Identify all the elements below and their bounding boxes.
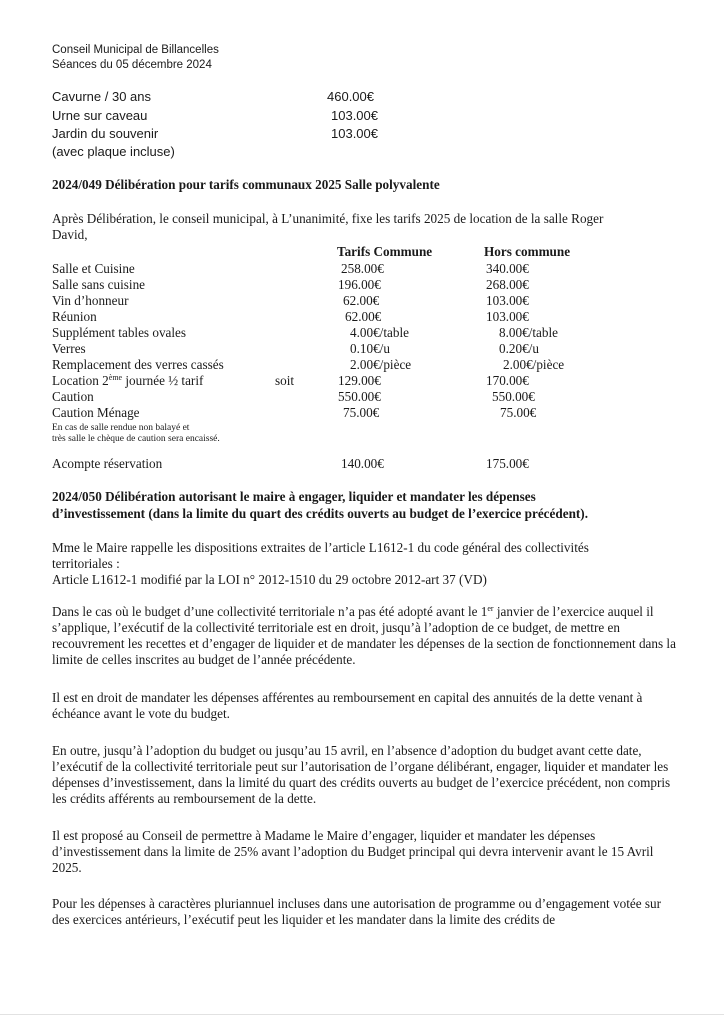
cemetery-note: (avec plaque incluse) — [52, 144, 175, 159]
tariff-label: Vin d’honneur — [52, 293, 129, 308]
menage-note: En cas de salle rendue non balayé et — [52, 423, 190, 433]
tariff-label: Location 2ème journée ½ tarif — [52, 373, 204, 388]
cemetery-label: Cavurne / 30 ans — [52, 89, 152, 104]
article-reference: Article L1612-1 modifié par la LOI n° 2012-1510 du 29 octobre 2012-art 37 (VD) — [52, 572, 487, 587]
tariff-label: Acompte réservation — [52, 456, 163, 471]
col-header-commune: Tarifs Commune — [337, 244, 433, 259]
delib-050-reminder-cont: territoriales : — [52, 556, 120, 571]
delib-050-title-cont: d’investissement (dans la limite du quart des crédits ouverts au budget de l’exercice précédent). — [52, 506, 588, 521]
tariff-label-soit: soit — [275, 373, 295, 388]
tariff-label: Verres — [52, 341, 86, 356]
paragraph-budget-not-adopted: Dans le cas où le budget d’une collectivité territoriale n’a pas été adopté avant le 1er janvier de l’exercice auquel il s’applique, l’exécutif de la collectivité territoriale est en droit, jusqu’à l’adoption de ce budget, de mettre en recouvrement les recettes et d’engager de liquider et de mandater les dépenses de la section de fonctionnement dans la limite de celles inscrites au budget de l’année précédente. — [52, 604, 676, 667]
tariff-label: Caution — [52, 389, 94, 404]
tariff-hors: 550.00€ — [492, 389, 535, 404]
tariff-label: Remplacement des verres cassés — [52, 357, 224, 372]
tariff-hors: 170.00€ — [486, 373, 529, 388]
tariff-commune: 140.00€ — [341, 456, 384, 471]
tariff-commune: 62.00€ — [345, 309, 382, 324]
delib-050-reminder: Mme le Maire rappelle les dispositions extraites de l’article L1612-1 du code général des collectivités — [52, 540, 589, 555]
tariff-commune: 62.00€ — [343, 293, 380, 308]
tariff-label: Supplément tables ovales — [52, 325, 187, 340]
delib-049-title: 2024/049 Délibération pour tarifs communaux 2025 Salle polyvalente — [52, 177, 440, 192]
tariff-commune: 0.10€/u — [350, 341, 390, 356]
scan-edge — [0, 1014, 724, 1015]
tariff-hors: 2.00€/pièce — [503, 357, 565, 372]
tariff-hors: 8.00€/table — [499, 325, 558, 340]
cemetery-price: 103.00€ — [331, 108, 378, 123]
tariff-commune: 129.00€ — [338, 373, 381, 388]
cemetery-price: 460.00€ — [327, 89, 374, 104]
tariff-commune: 550.00€ — [338, 389, 381, 404]
tariff-label: Caution Ménage — [52, 405, 140, 420]
cemetery-label: Jardin du souvenir — [52, 126, 159, 141]
header-council-name: Conseil Municipal de Billancelles — [52, 44, 219, 56]
tariff-commune: 75.00€ — [343, 405, 380, 420]
delib-049-intro-cont: David, — [52, 227, 88, 242]
tariff-hors: 175.00€ — [486, 456, 529, 471]
delib-050-title: 2024/050 Délibération autorisant le maire à engager, liquider et mandater les dépenses — [52, 489, 536, 504]
paragraph-investment-limit: En outre, jusqu’à l’adoption du budget ou jusqu’au 15 avril, en l’absence d’adoption du budget avant cette date, l’exécutif de la collectivité territoriale peut sur l’autorisation de l’organe délibérant, engager, liquider et mandater les dépenses d’investissement, dans la limité du quart des crédits ouverts au budget de l’exercice précédent, non compris les crédits afférents au remboursement de la dette. — [52, 743, 671, 806]
tariff-label: Salle sans cuisine — [52, 277, 146, 292]
tariff-hors: 340.00€ — [486, 261, 529, 276]
col-header-hors-commune: Hors commune — [484, 244, 571, 259]
tariff-label: Réunion — [52, 309, 97, 324]
header-session-date: Séances du 05 décembre 2024 — [52, 59, 212, 71]
tariff-hors: 103.00€ — [486, 293, 529, 308]
tariff-commune: 4.00€/table — [350, 325, 409, 340]
delib-049-intro: Après Délibération, le conseil municipal, à L’unanimité, fixe les tarifs 2025 de location de la salle Roger — [52, 211, 604, 226]
tariff-hors: 0.20€/u — [499, 341, 539, 356]
tariff-hors: 75.00€ — [500, 405, 537, 420]
tariff-commune: 2.00€/pièce — [350, 357, 412, 372]
tariff-hors: 103.00€ — [486, 309, 529, 324]
cemetery-price: 103.00€ — [331, 126, 378, 141]
tariff-commune: 258.00€ — [341, 261, 384, 276]
menage-note-cont: très salle le chèque de caution sera encaissé. — [52, 434, 220, 444]
tariff-hors: 268.00€ — [486, 277, 529, 292]
paragraph-debt-repayment: Il est en droit de mandater les dépenses afférentes au remboursement en capital des annuités de la dette venant à échéance avant le vote du budget. — [52, 690, 643, 721]
cemetery-label: Urne sur caveau — [52, 108, 148, 123]
paragraph-multiyear-expenses: Pour les dépenses à caractères pluriannuel incluses dans une autorisation de programme ou d’engagement votée sur des exercices antérieurs, l’exécutif peut les liquider et les mandater dans la limite des crédits de — [52, 896, 661, 927]
paragraph-proposal: Il est proposé au Conseil de permettre à Madame le Maire d’engager, liquider et mandater les dépenses d’investissement dans la limite de 25% avant l’adoption du Budget principal qui devra intervenir avant le 15 Avril 2025. — [52, 828, 654, 875]
tariff-label: Salle et Cuisine — [52, 261, 135, 276]
tariff-commune: 196.00€ — [338, 277, 381, 292]
